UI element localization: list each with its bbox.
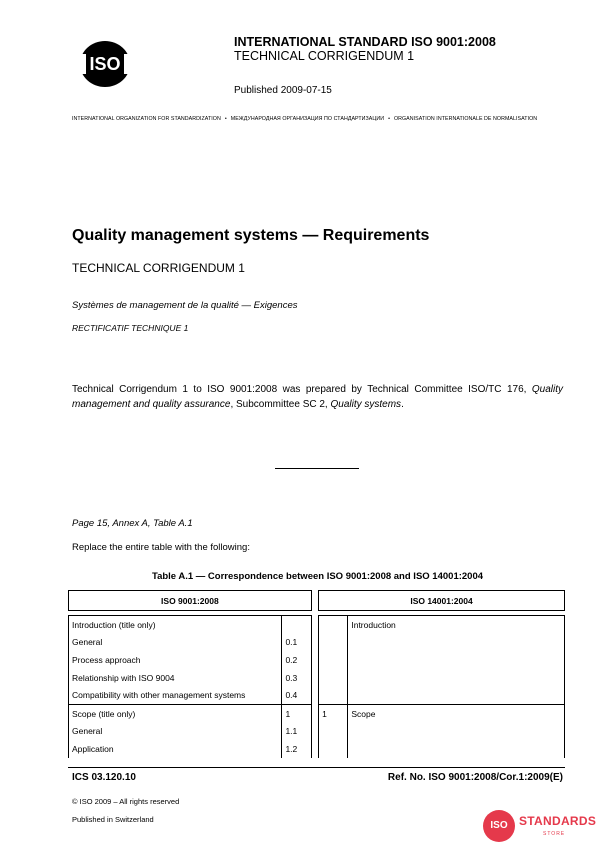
cell-title: General [69,723,282,741]
badge-logo: ISO [483,810,515,842]
table-caption: Table A.1 — Correspondence between ISO 9001:2008 and ISO 14001:2004 [151,571,484,582]
intro-paragraph [72,382,563,412]
standard-title: INTERNATIONAL STANDARD ISO 9001:2008 [234,35,496,49]
published-in: Published in Switzerland [72,815,154,824]
badge-word: STANDARDS [519,814,597,828]
table-row [69,704,565,722]
page-reference: Page 15, Annex A, Table A.1 [72,518,193,529]
cell-title: Process approach [69,651,282,669]
iso-standards-store-watermark [483,810,595,842]
correspondence-table [68,590,565,758]
org-fr: ORGANISATION INTERNATIONALE DE NORMALISATION [393,116,538,122]
table-row [69,634,565,652]
french-corrigendum: RECTIFICATIF TECHNIQUE 1 [72,323,189,333]
ics-code: ICS 03.120.10 [72,772,136,783]
cell-num [282,616,311,634]
iso-logo [74,37,136,91]
french-title: Systèmes de management de la qualité — Exigences [72,300,298,311]
cell-num: 1.2 [282,740,311,758]
cell-title: Introduction (title only) [69,616,282,634]
logo-label: ISO [86,54,123,74]
cell-num: 0.1 [282,634,311,652]
cell-title: Compatibility with other management systems [69,686,282,704]
cell-title2: Introduction [348,616,565,634]
cell-num2: 1 [319,704,348,722]
cell-num: 0.3 [282,669,311,687]
org-ru: МЕЖДУНАРОДНАЯ ОРГАНИЗАЦИЯ ПО СТАНДАРТИЗАЦИИ [230,116,385,122]
intro-italic-1: Quality management and quality assurance [72,384,563,410]
reference-number: Ref. No. ISO 9001:2008/Cor.1:2009(E) [387,772,563,783]
corrigendum-subtitle: TECHNICAL CORRIGENDUM 1 [72,261,245,275]
replace-instruction: Replace the entire table with the following: [72,542,250,553]
intro-italic-2: Quality systems [330,399,402,410]
cell-title: Application [69,740,282,758]
cell-title: Scope (title only) [69,704,282,722]
intro-text-3: . [401,399,404,410]
logo-text [74,54,136,74]
cell-num: 0.4 [282,686,311,704]
organization-names: INTERNATIONAL ORGANIZATION FOR STANDARDIZATION • МЕЖДУНАРОДНАЯ ОРГАНИЗАЦИЯ ПО СТАНДАРТИЗАЦИИ • ORGANISATION INTERNATIONALE DE NORMALISATION [72,116,538,122]
footer-rule [68,767,565,768]
document-title: Quality management systems — Requirements [72,227,430,244]
table-row [69,723,565,741]
badge-sub: STORE [543,831,566,837]
corrigendum-title: TECHNICAL CORRIGENDUM 1 [234,49,415,63]
header-iso9001: ISO 9001:2008 [69,591,312,611]
cell-title: Relationship with ISO 9004 [69,669,282,687]
table-row [69,669,565,687]
intro-text-1: Technical Corrigendum 1 to ISO 9001:2008 was prepared by Technical Committee ISO/TC 176, [72,384,532,395]
intro-text-2: , Subcommittee SC 2, [230,399,331,410]
cell-title: General [69,634,282,652]
table-row [69,686,565,704]
copyright-notice: © ISO 2009 – All rights reserved [72,797,180,806]
section-divider [275,468,359,469]
cell-num: 1.1 [282,723,311,741]
header-iso14001: ISO 14001:2004 [319,591,565,611]
table-row [69,651,565,669]
table-row [69,740,565,758]
cell-num: 0.2 [282,651,311,669]
cell-title2: Scope [348,704,565,722]
cell-num2 [319,616,348,634]
cell-num: 1 [282,704,311,722]
published-date: Published 2009-07-15 [234,85,332,96]
org-en: INTERNATIONAL ORGANIZATION FOR STANDARDIZATION [72,116,221,122]
table-row [69,616,565,634]
